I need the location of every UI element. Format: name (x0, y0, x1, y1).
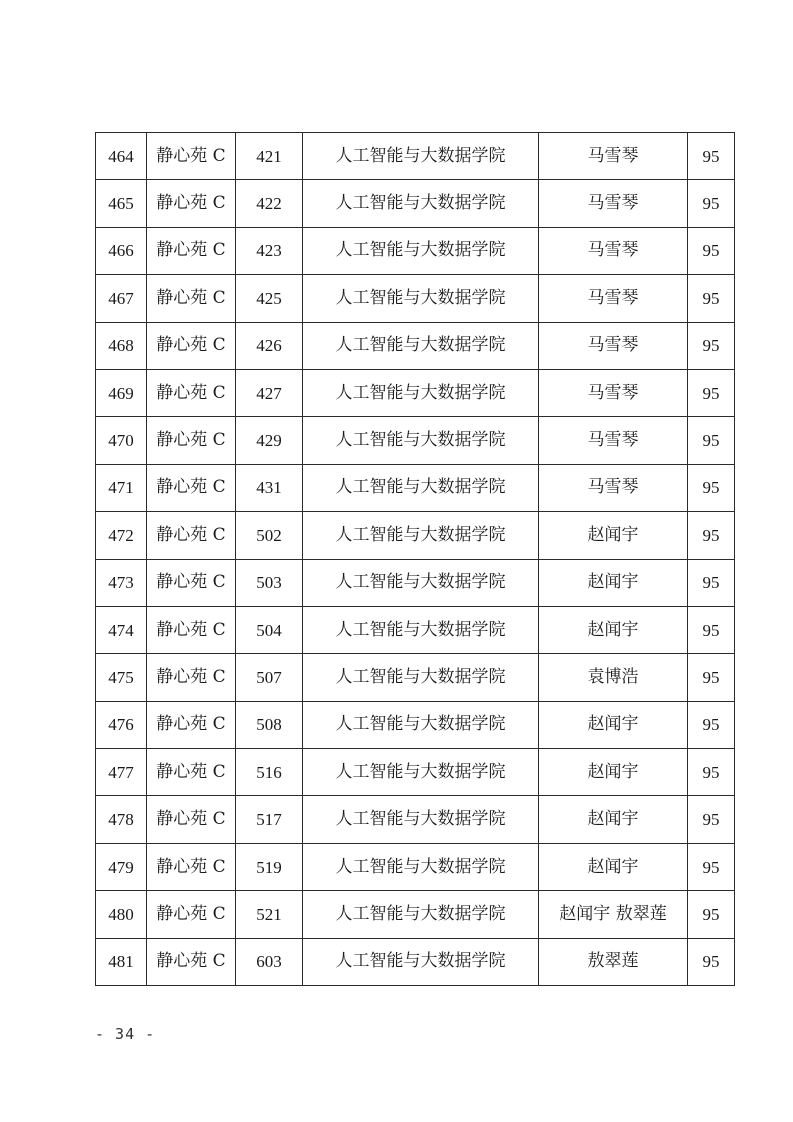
responsible-person-cell: 马雪琴 (539, 322, 688, 369)
score-cell: 95 (688, 133, 735, 180)
score-cell: 95 (688, 275, 735, 322)
room-number-cell: 429 (236, 417, 303, 464)
row-number-cell: 468 (96, 322, 147, 369)
building-cell: 静心苑 C (147, 322, 236, 369)
room-number-cell: 502 (236, 512, 303, 559)
responsible-person-cell: 赵闻宇 (539, 843, 688, 890)
college-cell: 人工智能与大数据学院 (303, 133, 539, 180)
room-number-cell: 503 (236, 559, 303, 606)
score-cell: 95 (688, 417, 735, 464)
building-cell: 静心苑 C (147, 133, 236, 180)
building-cell: 静心苑 C (147, 180, 236, 227)
college-cell: 人工智能与大数据学院 (303, 512, 539, 559)
responsible-person-cell: 赵闻宇 (539, 796, 688, 843)
row-number-cell: 471 (96, 464, 147, 511)
row-number-cell: 473 (96, 559, 147, 606)
table-row (96, 133, 735, 180)
responsible-person-cell: 敖翠莲 (539, 938, 688, 985)
table-row (96, 275, 735, 322)
building-cell: 静心苑 C (147, 559, 236, 606)
college-cell: 人工智能与大数据学院 (303, 606, 539, 653)
responsible-person-cell: 马雪琴 (539, 180, 688, 227)
room-number-cell: 422 (236, 180, 303, 227)
room-number-cell: 517 (236, 796, 303, 843)
score-cell: 95 (688, 369, 735, 416)
responsible-person-cell: 马雪琴 (539, 464, 688, 511)
row-number-cell: 466 (96, 227, 147, 274)
college-cell: 人工智能与大数据学院 (303, 654, 539, 701)
table-row (96, 891, 735, 938)
room-number-cell: 507 (236, 654, 303, 701)
building-cell: 静心苑 C (147, 464, 236, 511)
row-number-cell: 469 (96, 369, 147, 416)
room-number-cell: 521 (236, 891, 303, 938)
responsible-person-cell: 赵闻宇 (539, 701, 688, 748)
score-cell: 95 (688, 891, 735, 938)
score-cell: 95 (688, 559, 735, 606)
college-cell: 人工智能与大数据学院 (303, 369, 539, 416)
college-cell: 人工智能与大数据学院 (303, 938, 539, 985)
row-number-cell: 470 (96, 417, 147, 464)
room-number-cell: 603 (236, 938, 303, 985)
row-number-cell: 474 (96, 606, 147, 653)
room-number-cell: 431 (236, 464, 303, 511)
college-cell: 人工智能与大数据学院 (303, 275, 539, 322)
score-cell: 95 (688, 512, 735, 559)
building-cell: 静心苑 C (147, 275, 236, 322)
row-number-cell: 480 (96, 891, 147, 938)
college-cell: 人工智能与大数据学院 (303, 701, 539, 748)
room-number-cell: 423 (236, 227, 303, 274)
building-cell: 静心苑 C (147, 891, 236, 938)
row-number-cell: 481 (96, 938, 147, 985)
row-number-cell: 477 (96, 749, 147, 796)
score-cell: 95 (688, 938, 735, 985)
college-cell: 人工智能与大数据学院 (303, 796, 539, 843)
responsible-person-cell: 马雪琴 (539, 133, 688, 180)
responsible-person-cell: 马雪琴 (539, 417, 688, 464)
building-cell: 静心苑 C (147, 512, 236, 559)
table-row (96, 701, 735, 748)
college-cell: 人工智能与大数据学院 (303, 843, 539, 890)
room-number-cell: 504 (236, 606, 303, 653)
room-number-cell: 519 (236, 843, 303, 890)
room-number-cell: 425 (236, 275, 303, 322)
table-row (96, 938, 735, 985)
room-number-cell: 427 (236, 369, 303, 416)
responsible-person-cell: 赵闻宇 (539, 559, 688, 606)
row-number-cell: 467 (96, 275, 147, 322)
college-cell: 人工智能与大数据学院 (303, 559, 539, 606)
room-number-cell: 426 (236, 322, 303, 369)
page-number: - 34 - (95, 1025, 156, 1043)
score-cell: 95 (688, 606, 735, 653)
score-cell: 95 (688, 464, 735, 511)
responsible-person-cell: 袁博浩 (539, 654, 688, 701)
table-row (96, 559, 735, 606)
table-row (96, 749, 735, 796)
building-cell: 静心苑 C (147, 938, 236, 985)
responsible-person-cell: 赵闻宇 (539, 512, 688, 559)
score-cell: 95 (688, 749, 735, 796)
score-cell: 95 (688, 227, 735, 274)
responsible-person-cell: 赵闻宇 敖翠莲 (539, 891, 688, 938)
table-row (96, 417, 735, 464)
row-number-cell: 478 (96, 796, 147, 843)
table-row (96, 180, 735, 227)
row-number-cell: 475 (96, 654, 147, 701)
row-number-cell: 476 (96, 701, 147, 748)
college-cell: 人工智能与大数据学院 (303, 322, 539, 369)
building-cell: 静心苑 C (147, 701, 236, 748)
row-number-cell: 464 (96, 133, 147, 180)
table-row (96, 654, 735, 701)
building-cell: 静心苑 C (147, 843, 236, 890)
building-cell: 静心苑 C (147, 749, 236, 796)
college-cell: 人工智能与大数据学院 (303, 464, 539, 511)
score-cell: 95 (688, 701, 735, 748)
responsible-person-cell: 马雪琴 (539, 227, 688, 274)
row-number-cell: 472 (96, 512, 147, 559)
building-cell: 静心苑 C (147, 227, 236, 274)
score-cell: 95 (688, 796, 735, 843)
score-cell: 95 (688, 843, 735, 890)
building-cell: 静心苑 C (147, 606, 236, 653)
building-cell: 静心苑 C (147, 417, 236, 464)
college-cell: 人工智能与大数据学院 (303, 749, 539, 796)
table-row (96, 322, 735, 369)
table-row (96, 796, 735, 843)
responsible-person-cell: 赵闻宇 (539, 749, 688, 796)
building-cell: 静心苑 C (147, 796, 236, 843)
row-number-cell: 479 (96, 843, 147, 890)
college-cell: 人工智能与大数据学院 (303, 227, 539, 274)
table-body (96, 133, 735, 986)
room-number-cell: 421 (236, 133, 303, 180)
building-cell: 静心苑 C (147, 369, 236, 416)
responsible-person-cell: 马雪琴 (539, 275, 688, 322)
table-row (96, 464, 735, 511)
row-number-cell: 465 (96, 180, 147, 227)
building-cell: 静心苑 C (147, 654, 236, 701)
table-row (96, 512, 735, 559)
room-number-cell: 508 (236, 701, 303, 748)
table-row (96, 369, 735, 416)
college-cell: 人工智能与大数据学院 (303, 180, 539, 227)
dormitory-score-table (95, 132, 735, 986)
table-row (96, 606, 735, 653)
score-cell: 95 (688, 322, 735, 369)
table-row (96, 227, 735, 274)
college-cell: 人工智能与大数据学院 (303, 891, 539, 938)
responsible-person-cell: 马雪琴 (539, 369, 688, 416)
room-number-cell: 516 (236, 749, 303, 796)
responsible-person-cell: 赵闻宇 (539, 606, 688, 653)
table-row (96, 843, 735, 890)
score-cell: 95 (688, 180, 735, 227)
college-cell: 人工智能与大数据学院 (303, 417, 539, 464)
score-cell: 95 (688, 654, 735, 701)
